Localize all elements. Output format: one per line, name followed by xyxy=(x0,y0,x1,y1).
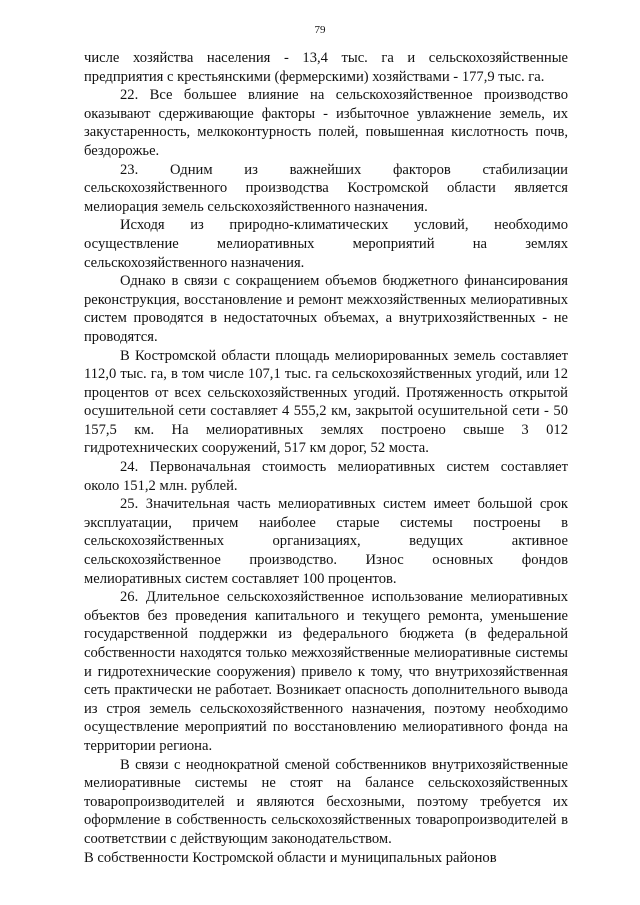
page-number: 79 xyxy=(314,24,326,36)
paragraph: 26. Длительное сельскохозяйственное использование мелиоративных объектов без проведения капитального и текущего ремонта, уменьшение государственной поддержки из федерального бюджета (в федеральной собственности находятся только межхозяйственные мелиоративные системы и гидротехнические сооружения) привело к тому, что внутрихозяйственная сеть практически не работает. Возникает опасность дополнительного вывода из строя земель сельскохозяйственного назначения, поэтому необходимо осуществление мероприятий по восстановлению мелиоративного фонда на территории региона. xyxy=(84,589,568,754)
body-text xyxy=(84,49,568,867)
paragraph: 22. Все большее влияние на сельскохозяйственное производство оказывают сдерживающие факторы - избыточное увлажнение земель, их закустаренность, мелкоконтурность полей, повышенная кислотность почв, бездорожье. xyxy=(84,87,568,159)
paragraph: 24. Первоначальная стоимость мелиоративных систем составляет около 151,2 млн. рублей. xyxy=(84,459,568,494)
paragraph: 25. Значительная часть мелиоративных систем имеет большой срок эксплуатации, причем наиболее старые системы построены в сельскохозяйственных организациях, ведущих активное сельскохозяйственное производство. Износ основных фондов мелиоративных систем составляет 100 процентов. xyxy=(84,496,568,587)
paragraph: В собственности Костромской области и муниципальных районов xyxy=(84,849,497,866)
paragraph: Исходя из природно-климатических условий, необходимо осуществление мелиоративных мероприятий на землях сельскохозяйственного назначения. xyxy=(84,217,568,271)
paragraph: В связи с неоднократной сменой собственников внутрихозяйственные мелиоративные системы не стоят на балансе сельскохозяйственных товаропроизводителей и являются бесхозными, поэтому требуется их оформление в собственность сельскохозяйственных товаропроизводителей в соответствии с действующим законодательством. xyxy=(84,756,568,847)
paragraph: Однако в связи с сокращением объемов бюджетного финансирования реконструкция, восстановление и ремонт межхозяйственных мелиоративных систем проводятся в недостаточных объемах, а внутрихозяйственных - не проводятся. xyxy=(84,273,568,345)
paragraph: числе хозяйства населения - 13,4 тыс. га и сельскохозяйственные предприятия с крестьянскими (фермерскими) хозяйствами - 177,9 тыс. га. xyxy=(84,50,568,85)
paragraph: В Костромской области площадь мелиорированных земель составляет 112,0 тыс. га, в том числе 107,1 тыс. га сельскохозяйственных угодий, или 12 процентов от всех сельскохозяйственных угодий. Протяженность открытой осушительной сети составляет 4 555,2 км, закрытой осушительной сети - 50 157,5 км. На мелиоративных землях построено свыше 3 012 гидротехнических сооружений, 517 км дорог, 52 моста. xyxy=(84,347,568,457)
paragraph: 23. Одним из важнейших факторов стабилизации сельскохозяйственного производства Костромской области является мелиорация земель сельскохозяйственного назначения. xyxy=(84,161,568,215)
